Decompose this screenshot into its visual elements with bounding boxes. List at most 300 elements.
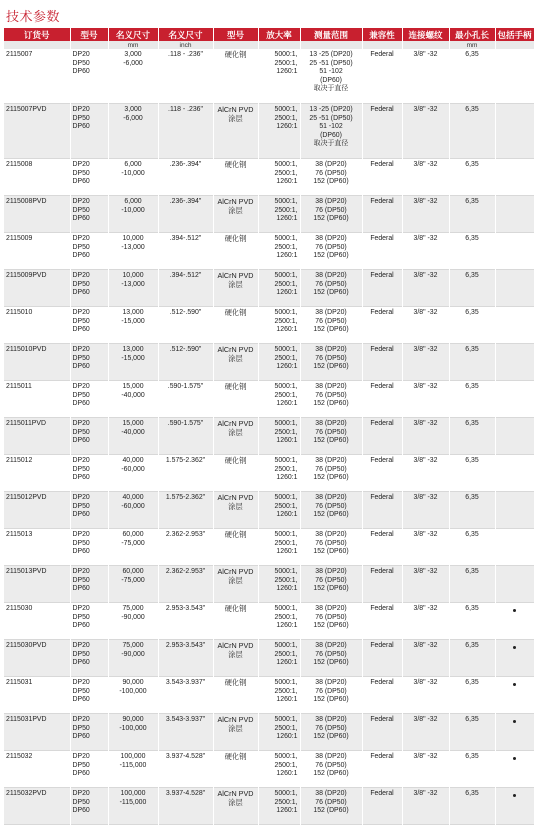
order-number-cell-text: 2115032PVD <box>6 790 47 797</box>
type-cell-line: DP20 <box>72 531 90 538</box>
compat-cell <box>362 418 402 455</box>
handle-cell <box>495 233 534 270</box>
handle-included-dot-icon <box>513 609 516 612</box>
thread-cell-text: 3/8" -32 <box>413 494 438 501</box>
table-row <box>4 640 534 677</box>
handle-cell <box>495 788 534 825</box>
range-cell-line: 76 (DP50) <box>315 650 347 658</box>
size-mm-cell-line: 40,000 <box>122 494 144 501</box>
type-cell-line: DP20 <box>72 679 90 686</box>
handle-included-dot-icon <box>513 683 516 686</box>
size-mm-cell-line: -13,000 <box>121 243 145 251</box>
size-mm-cell-line: 10,000 <box>122 272 144 279</box>
range-cell-line: 25 -51 (DP50) <box>309 114 353 122</box>
magnification-cell-line: 2500:1, <box>274 354 298 362</box>
size-mm-cell-line: 3,000 <box>124 106 142 113</box>
order-number-cell-text: 2115032 <box>6 753 33 760</box>
handle-included-dot-icon <box>513 794 516 797</box>
range-cell-line: 76 (DP50) <box>315 428 347 436</box>
material-cell-line: AlCrN PVD <box>217 419 254 428</box>
size-inch-cell <box>158 307 213 344</box>
range-cell-line: 76 (DP50) <box>315 798 347 806</box>
magnification-cell-line: 5000:1, <box>274 51 298 58</box>
header-compat: 兼容性 <box>362 28 402 41</box>
type-cell-line: DP60 <box>72 548 90 556</box>
table-row <box>4 788 534 825</box>
range-cell <box>300 307 362 344</box>
range-cell-line: 152 (DP60) <box>313 585 349 593</box>
size-inch-cell-text: 3.543-3.937" <box>165 679 206 686</box>
handle-cell <box>495 270 534 307</box>
compat-cell <box>362 640 402 677</box>
type-cell <box>70 566 108 603</box>
minhole-cell-text: 6,35 <box>465 753 479 760</box>
range-cell-line: 76 (DP50) <box>315 576 347 584</box>
size-inch-cell-text: .118 - .236" <box>168 51 203 58</box>
range-cell-line: 152 (DP60) <box>313 178 349 186</box>
size-mm-cell <box>108 566 158 603</box>
size-mm-cell-line: -60,000 <box>121 465 145 473</box>
type-cell-line: DP20 <box>72 198 90 205</box>
range-cell-line: 76 (DP50) <box>315 169 347 177</box>
type-cell-line: DP60 <box>72 585 90 593</box>
size-mm-cell-line: -115,000 <box>119 761 147 769</box>
compat-cell <box>362 49 402 104</box>
size-inch-cell-text: 1.575-2.362" <box>165 457 206 464</box>
type-cell-line: DP20 <box>72 272 90 279</box>
type-cell-line: DP50 <box>72 539 90 547</box>
size-mm-cell-line: 75,000 <box>122 605 144 612</box>
range-cell-line: 76 (DP50) <box>315 391 347 399</box>
material-cell-line: 涂层 <box>228 427 243 437</box>
type-cell <box>70 677 108 714</box>
size-mm-cell-line: -115,000 <box>119 798 147 806</box>
size-inch-cell-text: .512-.590" <box>169 346 202 353</box>
range-cell-line: 152 (DP60) <box>313 622 349 630</box>
type-cell-line: DP20 <box>72 309 90 316</box>
table-body <box>4 49 534 825</box>
header-order: 订货号 <box>4 28 70 41</box>
material-cell-line: 硬化钢 <box>224 752 247 761</box>
size-mm-cell <box>108 455 158 492</box>
size-inch-cell-text: .590-1.575" <box>167 383 204 390</box>
range-cell-line: 38 (DP20) <box>315 198 347 205</box>
magnification-cell-line: 1260:1 <box>276 437 298 445</box>
thread-cell-text: 3/8" -32 <box>413 272 438 279</box>
size-mm-cell-line: 6,000 <box>124 198 142 205</box>
type-cell-line: DP50 <box>72 650 90 658</box>
range-cell-line: 76 (DP50) <box>315 502 347 510</box>
size-mm-cell-line: -40,000 <box>121 428 145 436</box>
type-cell-line: DP20 <box>72 51 90 58</box>
material-cell-line: 硬化钢 <box>224 678 247 687</box>
handle-included-dot-icon <box>513 720 516 723</box>
order-number-cell-text: 2115011 <box>6 383 32 390</box>
size-inch-cell <box>158 159 213 196</box>
range-cell-line: 152 (DP60) <box>313 733 349 741</box>
size-inch-cell-text: .118 - .236" <box>168 106 203 113</box>
magnification-cell <box>258 640 300 677</box>
magnification-cell-line: 1260:1 <box>276 123 298 131</box>
size-inch-cell-text: .394-.512" <box>169 235 202 242</box>
range-cell-line: 76 (DP50) <box>315 724 347 732</box>
type-cell <box>70 529 108 566</box>
type-cell-line: DP50 <box>72 243 90 251</box>
range-cell-line: 76 (DP50) <box>315 317 347 325</box>
type-cell-line: DP20 <box>72 790 90 797</box>
minhole-cell <box>449 492 495 529</box>
material-cell-line: 涂层 <box>228 501 243 511</box>
material-cell-line: 硬化钢 <box>224 160 247 169</box>
thread-cell <box>402 714 449 751</box>
type-cell-line: DP60 <box>72 326 90 334</box>
minhole-cell <box>449 529 495 566</box>
spec-table <box>4 28 535 825</box>
type-cell-line: DP20 <box>72 106 90 113</box>
compat-cell <box>362 455 402 492</box>
table-row <box>4 307 534 344</box>
header-size-inch: 名义尺寸 <box>158 28 213 41</box>
thread-cell-text: 3/8" -32 <box>413 106 438 113</box>
type-cell-line: DP60 <box>72 807 90 815</box>
compat-cell-text: Federal <box>370 790 394 797</box>
magnification-cell-line: 2500:1, <box>274 243 298 251</box>
unit-cell <box>362 41 402 49</box>
compat-cell-text: Federal <box>370 716 394 723</box>
compat-cell-text: Federal <box>370 106 394 113</box>
magnification-cell-line: 5000:1, <box>274 494 298 501</box>
magnification-cell <box>258 344 300 381</box>
range-cell-line: 38 (DP20) <box>315 272 347 279</box>
units-row <box>4 41 534 49</box>
compat-cell-text: Federal <box>370 309 394 316</box>
magnification-cell <box>258 196 300 233</box>
magnification-cell <box>258 307 300 344</box>
table-row <box>4 159 534 196</box>
material-cell-line: 涂层 <box>228 649 243 659</box>
table-row <box>4 455 534 492</box>
size-mm-cell-line: 100,000 <box>120 753 146 760</box>
order-number-cell <box>4 49 70 104</box>
type-cell-line: DP50 <box>72 280 90 288</box>
range-cell <box>300 418 362 455</box>
magnification-cell-line: 2500:1, <box>274 613 298 621</box>
material-cell <box>213 492 258 529</box>
type-cell <box>70 640 108 677</box>
magnification-cell-line: 1260:1 <box>276 622 298 630</box>
range-cell-line: 152 (DP60) <box>313 326 349 334</box>
handle-cell <box>495 714 534 751</box>
order-number-cell <box>4 418 70 455</box>
magnification-cell-line: 5000:1, <box>274 753 298 760</box>
type-cell <box>70 603 108 640</box>
minhole-cell-text: 6,35 <box>465 383 479 390</box>
magnification-cell-line: 2500:1, <box>274 114 298 122</box>
order-number-cell-text: 2115030 <box>6 605 33 612</box>
magnification-cell-line: 1260:1 <box>276 68 298 76</box>
size-mm-cell-line: -90,000 <box>121 650 145 658</box>
material-cell <box>213 566 258 603</box>
compat-cell <box>362 492 402 529</box>
compat-cell-text: Federal <box>370 235 394 242</box>
header-size-mm: 名义尺寸 <box>108 28 158 41</box>
type-cell-line: DP20 <box>72 346 90 353</box>
table-row <box>4 492 534 529</box>
magnification-cell-line: 5000:1, <box>274 642 298 649</box>
compat-cell <box>362 104 402 159</box>
thread-cell <box>402 640 449 677</box>
handle-cell <box>495 455 534 492</box>
type-cell <box>70 418 108 455</box>
thread-cell-text: 3/8" -32 <box>413 642 438 649</box>
material-cell <box>213 640 258 677</box>
order-number-cell <box>4 196 70 233</box>
material-cell-line: 涂层 <box>228 353 243 363</box>
range-cell-line: 38 (DP20) <box>315 605 347 612</box>
minhole-cell-text: 6,35 <box>465 309 479 316</box>
type-cell-line: DP60 <box>72 659 90 667</box>
size-mm-cell <box>108 344 158 381</box>
size-mm-cell-line: -90,000 <box>121 613 145 621</box>
material-cell-line: 涂层 <box>228 205 243 215</box>
thread-cell <box>402 344 449 381</box>
magnification-cell-line: 2500:1, <box>274 428 298 436</box>
type-cell-line: DP50 <box>72 317 90 325</box>
size-mm-cell <box>108 233 158 270</box>
compat-cell-text: Federal <box>370 383 394 390</box>
range-cell-line: 38 (DP20) <box>315 716 347 723</box>
type-cell <box>70 788 108 825</box>
range-cell-line: 76 (DP50) <box>315 354 347 362</box>
size-mm-cell <box>108 492 158 529</box>
material-cell <box>213 418 258 455</box>
magnification-cell-line: 5000:1, <box>274 235 298 242</box>
range-cell-line: 38 (DP20) <box>315 790 347 797</box>
handle-cell <box>495 307 534 344</box>
type-cell-line: DP20 <box>72 494 90 501</box>
size-mm-cell <box>108 418 158 455</box>
size-mm-cell-line: 90,000 <box>122 716 144 723</box>
material-cell-line: AlCrN PVD <box>217 789 254 798</box>
range-cell-line: 38 (DP20) <box>315 642 347 649</box>
thread-cell <box>402 677 449 714</box>
magnification-cell <box>258 270 300 307</box>
type-cell-line: DP20 <box>72 568 90 575</box>
thread-cell-text: 3/8" -32 <box>413 383 438 390</box>
compat-cell <box>362 344 402 381</box>
table-row <box>4 529 534 566</box>
range-cell-line: 38 (DP20) <box>315 161 347 168</box>
size-mm-cell-line: -40,000 <box>121 391 145 399</box>
unit-cell <box>495 41 534 49</box>
magnification-cell <box>258 159 300 196</box>
minhole-cell-text: 6,35 <box>465 198 479 205</box>
compat-cell <box>362 603 402 640</box>
minhole-cell <box>449 381 495 418</box>
range-cell-line: 51 -102 <box>319 68 343 76</box>
size-inch-cell-text: .236-.394" <box>169 161 202 168</box>
magnification-cell <box>258 714 300 751</box>
size-inch-cell-text: .394-.512" <box>169 272 202 279</box>
range-cell-line: 76 (DP50) <box>315 206 347 214</box>
handle-cell <box>495 751 534 788</box>
thread-cell-text: 3/8" -32 <box>413 716 438 723</box>
thread-cell-text: 3/8" -32 <box>413 605 438 612</box>
handle-included-dot-icon <box>513 646 516 649</box>
type-cell-line: DP60 <box>72 511 90 519</box>
size-inch-cell-text: 3.937-4.528" <box>165 753 206 760</box>
minhole-cell-text: 6,35 <box>465 457 479 464</box>
order-number-cell <box>4 714 70 751</box>
order-number-cell-text: 2115008 <box>6 161 33 168</box>
order-number-cell <box>4 307 70 344</box>
thread-cell <box>402 603 449 640</box>
order-number-cell-text: 2115030PVD <box>6 642 47 649</box>
magnification-cell-line: 2500:1, <box>274 576 298 584</box>
size-mm-cell <box>108 640 158 677</box>
minhole-cell <box>449 603 495 640</box>
size-inch-cell <box>158 788 213 825</box>
type-cell-line: DP20 <box>72 716 90 723</box>
type-cell <box>70 751 108 788</box>
thread-cell-text: 3/8" -32 <box>413 198 438 205</box>
magnification-cell <box>258 529 300 566</box>
minhole-cell-text: 6,35 <box>465 51 479 58</box>
handle-cell <box>495 603 534 640</box>
compat-cell <box>362 159 402 196</box>
magnification-cell-line: 1260:1 <box>276 696 298 704</box>
magnification-cell-line: 2500:1, <box>274 798 298 806</box>
magnification-cell <box>258 492 300 529</box>
range-cell <box>300 492 362 529</box>
order-number-cell-text: 2115031PVD <box>6 716 47 723</box>
size-mm-cell-line: 90,000 <box>122 679 144 686</box>
range-cell-line: 38 (DP20) <box>315 235 347 242</box>
minhole-cell-text: 6,35 <box>465 531 479 538</box>
magnification-cell-line: 2500:1, <box>274 539 298 547</box>
size-inch-cell-text: .512-.590" <box>169 309 202 316</box>
type-cell-line: DP20 <box>72 235 90 242</box>
size-inch-cell-text: 3.543-3.937" <box>165 716 206 723</box>
compat-cell-text: Federal <box>370 605 394 612</box>
size-mm-cell-line: -15,000 <box>121 354 145 362</box>
thread-cell <box>402 492 449 529</box>
material-cell-line: AlCrN PVD <box>217 715 254 724</box>
magnification-cell-line: 1260:1 <box>276 474 298 482</box>
size-mm-cell <box>108 104 158 159</box>
range-cell <box>300 104 362 159</box>
range-cell-line: 152 (DP60) <box>313 511 349 519</box>
range-cell-line: 13 -25 (DP20) <box>309 51 353 58</box>
thread-cell <box>402 788 449 825</box>
magnification-cell <box>258 677 300 714</box>
order-number-cell <box>4 677 70 714</box>
magnification-cell-line: 5000:1, <box>274 346 298 353</box>
size-mm-cell <box>108 307 158 344</box>
type-cell <box>70 104 108 159</box>
size-inch-cell <box>158 49 213 104</box>
table-row <box>4 104 534 159</box>
type-cell-line: DP60 <box>72 215 90 223</box>
size-mm-cell-line: 10,000 <box>122 235 144 242</box>
type-cell-line: DP50 <box>72 428 90 436</box>
unit-cell <box>213 41 258 49</box>
size-mm-cell <box>108 159 158 196</box>
order-number-cell <box>4 159 70 196</box>
table-row <box>4 751 534 788</box>
thread-cell-text: 3/8" -32 <box>413 161 438 168</box>
magnification-cell-line: 5000:1, <box>274 531 298 538</box>
size-mm-cell-line: 13,000 <box>122 309 144 316</box>
range-cell-line: 76 (DP50) <box>315 761 347 769</box>
size-mm-cell <box>108 714 158 751</box>
range-cell <box>300 455 362 492</box>
type-cell-line: DP50 <box>72 206 90 214</box>
type-cell-line: DP50 <box>72 576 90 584</box>
order-number-cell-text: 2115009PVD <box>6 272 47 279</box>
type-cell-line: DP20 <box>72 161 90 168</box>
header-material: 型号 <box>213 28 258 41</box>
thread-cell-text: 3/8" -32 <box>413 531 438 538</box>
order-number-cell-text: 2115012PVD <box>6 494 47 501</box>
order-number-cell <box>4 788 70 825</box>
range-cell-line: 152 (DP60) <box>313 437 349 445</box>
range-cell-line: 38 (DP20) <box>315 494 347 501</box>
size-mm-cell-line: -100,000 <box>119 687 147 695</box>
material-cell-line: 硬化钢 <box>224 382 247 391</box>
type-cell <box>70 159 108 196</box>
material-cell <box>213 714 258 751</box>
size-inch-cell <box>158 233 213 270</box>
thread-cell-text: 3/8" -32 <box>413 235 438 242</box>
unit-cell: inch <box>158 41 213 49</box>
unit-cell: mm <box>108 41 158 49</box>
compat-cell-text: Federal <box>370 568 394 575</box>
minhole-cell <box>449 677 495 714</box>
minhole-cell-text: 6,35 <box>465 568 479 575</box>
header-minhole: 最小孔长 <box>449 28 495 41</box>
size-mm-cell-line: -6,000 <box>123 59 143 67</box>
type-cell-line: DP50 <box>72 502 90 510</box>
minhole-cell-text: 6,35 <box>465 642 479 649</box>
type-cell-line: DP50 <box>72 465 90 473</box>
header-handle: 包括手柄 <box>495 28 534 41</box>
compat-cell <box>362 751 402 788</box>
range-cell <box>300 159 362 196</box>
thread-cell <box>402 418 449 455</box>
range-cell <box>300 788 362 825</box>
compat-cell <box>362 677 402 714</box>
size-mm-cell-line: -75,000 <box>121 576 145 584</box>
size-inch-cell <box>158 603 213 640</box>
type-cell-line: DP60 <box>72 123 90 131</box>
type-cell-line: DP60 <box>72 696 90 704</box>
magnification-cell-line: 5000:1, <box>274 679 298 686</box>
range-cell <box>300 344 362 381</box>
range-cell-line: 38 (DP20) <box>315 457 347 464</box>
material-cell-line: AlCrN PVD <box>217 345 254 354</box>
range-cell <box>300 270 362 307</box>
size-mm-cell <box>108 529 158 566</box>
size-inch-cell <box>158 418 213 455</box>
size-mm-cell <box>108 677 158 714</box>
thread-cell-text: 3/8" -32 <box>413 346 438 353</box>
magnification-cell-line: 2500:1, <box>274 502 298 510</box>
magnification-cell-line: 2500:1, <box>274 391 298 399</box>
thread-cell <box>402 307 449 344</box>
compat-cell-text: Federal <box>370 198 394 205</box>
header-thread: 连接螺纹 <box>402 28 449 41</box>
